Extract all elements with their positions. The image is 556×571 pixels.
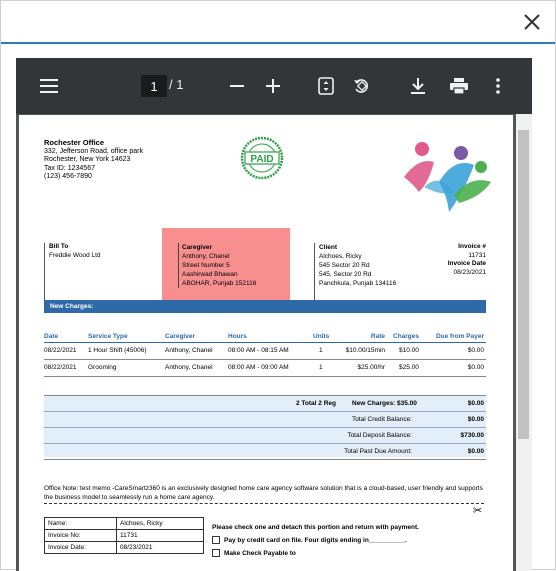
col-rate: Rate xyxy=(370,333,385,340)
caregiver-area: Aashirwad Bhawan xyxy=(182,271,238,278)
new-charges-value: $35.00 xyxy=(397,400,417,407)
menu-icon[interactable] xyxy=(40,74,58,98)
close-icon[interactable] xyxy=(523,13,541,31)
past-due-value: $0.00 xyxy=(467,448,484,455)
client-name: Alchoes, Ricky xyxy=(319,253,362,260)
pdf-viewer xyxy=(16,58,532,571)
zoom-in-icon[interactable] xyxy=(266,74,280,98)
cell-units: 1 xyxy=(319,364,323,371)
col-charges: Charges xyxy=(393,333,420,340)
caregiver-label: Caregiver xyxy=(182,244,212,251)
bill-to-label: Bill To xyxy=(49,243,69,250)
payment-instruction: Please check one and detach this portion and return with payment. xyxy=(212,524,419,531)
cell-charges: $25.00 xyxy=(399,364,419,371)
charges-table-header xyxy=(44,329,486,343)
cell-date: 08/22/2021 xyxy=(44,364,77,371)
col-units: Units xyxy=(313,333,330,340)
pdf-toolbar xyxy=(16,58,532,114)
invoice-page xyxy=(19,115,513,571)
office-note: Office Note: test memo -CareSmartz360 is an exclusively designed home care agency software solution that is a cloud-based, user friendly and supports the business model to seamlessly run a home care agency. xyxy=(44,485,483,501)
caregiver-street: Street Number 5 xyxy=(182,262,230,269)
cell-hours: 08:00 AM - 09:00 AM xyxy=(228,364,289,371)
totals-row xyxy=(44,444,486,460)
fit-page-icon[interactable] xyxy=(317,74,335,98)
cell-service-type: 1 Hour Shift (45006) xyxy=(88,347,147,354)
invoice-info xyxy=(399,243,486,277)
stub-value: 11731 xyxy=(117,530,204,542)
totals-section xyxy=(44,395,486,457)
cell-caregiver: Anthony, Chanel xyxy=(165,364,213,371)
col-due-from-payer: Due from Payer xyxy=(435,333,484,340)
cell-service-type: Grooming xyxy=(88,364,117,371)
deposit-value: $730.00 xyxy=(460,432,484,439)
new-charges-header: New Charges: xyxy=(44,300,486,313)
check-payable-option: Make Check Payable to xyxy=(224,550,296,557)
cell-caregiver: Anthony, Chanel xyxy=(165,347,213,354)
table-row xyxy=(44,343,486,360)
client-address-1: 545 Sector 20 Rd xyxy=(319,262,370,269)
cell-hours: 08:00 AM - 08:15 AM xyxy=(228,347,289,354)
stub-value: Alchoes, Ricky xyxy=(117,518,204,530)
more-options-icon[interactable] xyxy=(494,74,502,98)
cell-units: 1 xyxy=(319,347,323,354)
cell-rate: $25.00/hr xyxy=(357,364,385,371)
caregiver-box xyxy=(162,228,290,300)
table-row xyxy=(45,530,204,542)
col-hours: Hours xyxy=(228,333,247,340)
table-row xyxy=(45,542,204,554)
client-label: Client xyxy=(319,244,338,251)
zoom-out-icon[interactable] xyxy=(230,74,244,98)
cell-charges: $10.00 xyxy=(399,347,419,354)
credit-card-option: Pay by credit card on file. Four digits ending in__________. xyxy=(224,537,407,544)
rotate-icon[interactable] xyxy=(352,74,370,98)
cell-date: 08/22/2021 xyxy=(44,347,77,354)
invoice-number: 11731 xyxy=(468,251,486,259)
payment-stub-table xyxy=(44,517,204,554)
stamp-text: PAID xyxy=(250,154,274,165)
col-date: Date xyxy=(44,333,59,340)
invoice-date: 08/23/2021 xyxy=(453,268,486,276)
office-name: Rochester Office xyxy=(44,138,105,147)
new-charges-label: New Charges: xyxy=(352,400,396,407)
page-total: / 1 xyxy=(169,77,184,92)
paid-stamp xyxy=(240,136,284,180)
caregiver-city: ABOHAR, Punjab 152116 xyxy=(182,280,257,287)
col-caregiver: Caregiver xyxy=(165,333,195,340)
detach-line xyxy=(44,503,484,504)
totals-row xyxy=(44,412,486,428)
table-row xyxy=(45,518,204,530)
credit-card-checkbox[interactable] xyxy=(212,536,220,544)
client-info xyxy=(314,243,396,301)
stub-label: Name: xyxy=(45,518,117,530)
stub-label: Invoice No: xyxy=(45,530,117,542)
reg-total: 2 Total 2 Reg xyxy=(296,400,336,407)
cell-due: $0.00 xyxy=(467,364,484,371)
past-due-label: Total Past Due Amount: xyxy=(344,448,412,455)
client-address-2: 545, Sector 20 Rd xyxy=(319,271,372,278)
credit-label: Total Credit Balance: xyxy=(352,416,412,423)
check-payable-checkbox[interactable] xyxy=(212,549,220,557)
cell-rate: $10.00/15min xyxy=(345,347,385,354)
new-charges-due: $0.00 xyxy=(467,400,484,407)
bill-to xyxy=(44,243,101,301)
cell-due: $0.00 xyxy=(467,347,484,354)
stub-value: 08/23/2021 xyxy=(117,542,204,554)
caregiver-name: Anthony, Chanel xyxy=(182,253,230,260)
stub-label: Invoice Date: xyxy=(45,542,117,554)
modal-header xyxy=(1,1,555,44)
payment-options xyxy=(212,521,419,560)
bill-to-name: Freddie Wood Ltd xyxy=(49,251,101,259)
print-icon[interactable] xyxy=(450,74,468,98)
scissors-icon: ✂ xyxy=(473,505,483,517)
table-row xyxy=(44,360,486,377)
office-phone: (123) 456-7890 xyxy=(44,173,92,180)
office-address-2: Rochester, New York 14623 xyxy=(44,156,131,163)
company-logo xyxy=(399,137,494,222)
credit-value: $0.00 xyxy=(467,416,484,423)
page-number-input[interactable]: 1 xyxy=(141,75,167,97)
client-city: Panchkula, Punjab 134116 xyxy=(319,280,397,287)
charges-table xyxy=(44,329,486,377)
scrollbar-thumb[interactable] xyxy=(518,130,529,439)
invoice-number-label: Invoice # xyxy=(458,243,486,250)
download-icon[interactable] xyxy=(410,74,426,98)
office-address-1: 332, Jefferson Road, office park xyxy=(44,147,143,155)
deposit-label: Total Deposit Balance: xyxy=(347,432,412,439)
office-tax-id: Tax ID: 1234567 xyxy=(44,164,95,172)
invoice-date-label: Invoice Date xyxy=(447,260,486,267)
office-info xyxy=(44,139,143,182)
totals-row xyxy=(44,428,486,444)
col-service-type: Service Type xyxy=(88,333,128,340)
totals-row xyxy=(44,396,486,412)
